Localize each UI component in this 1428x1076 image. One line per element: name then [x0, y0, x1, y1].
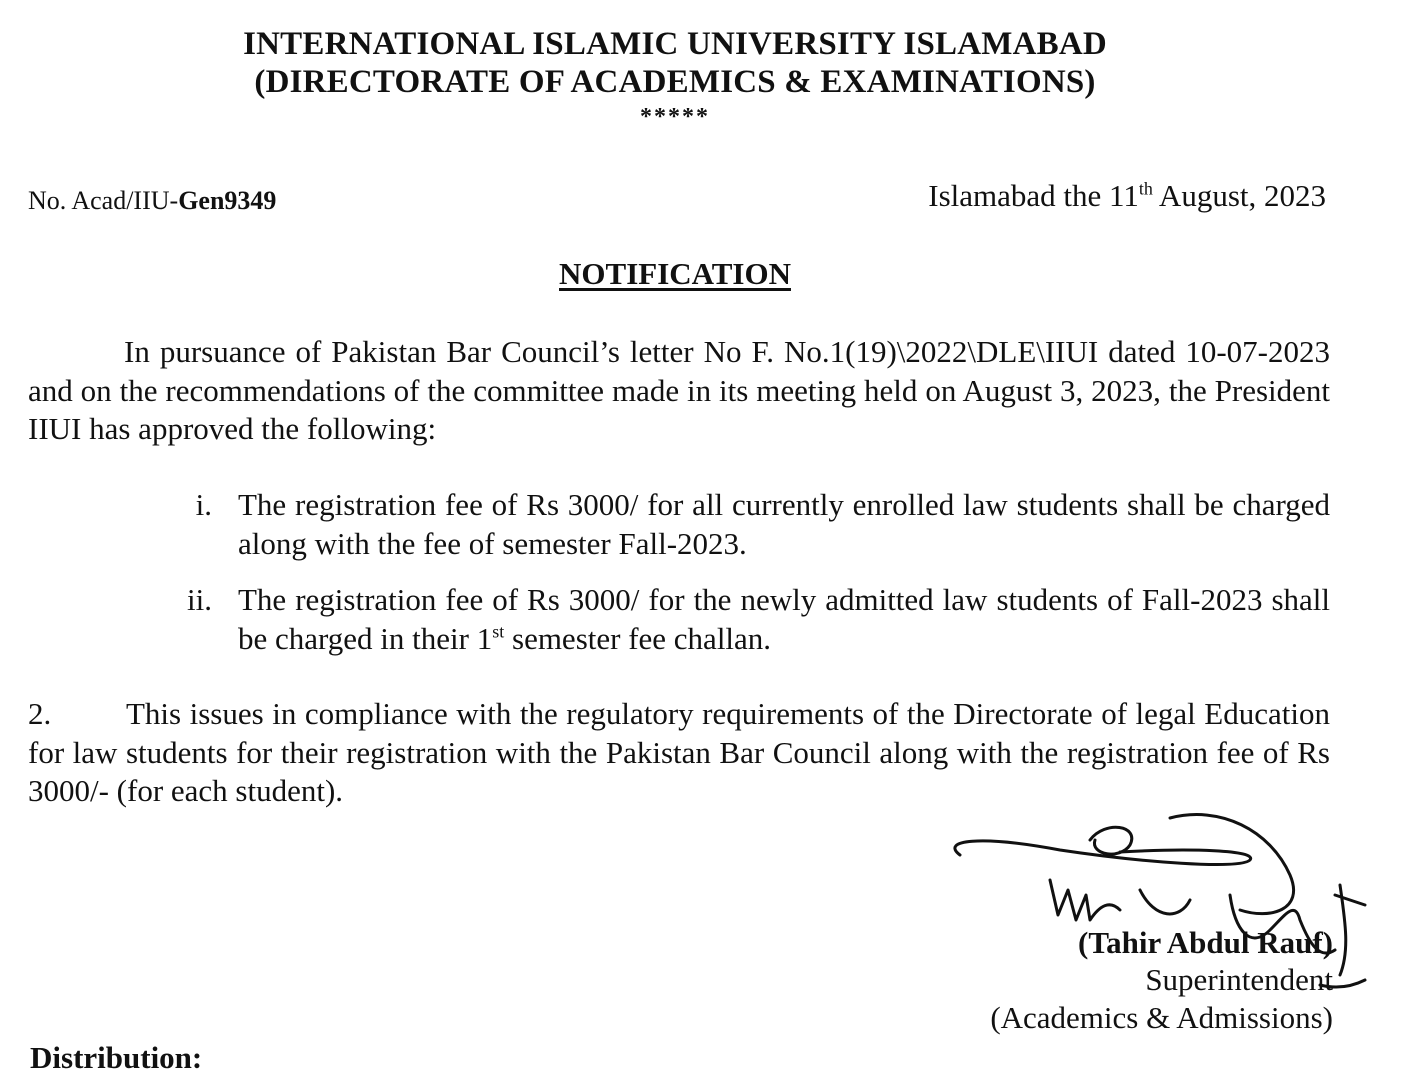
university-name: INTERNATIONAL ISLAMIC UNIVERSITY ISLAMABAD [243, 26, 1107, 62]
date-after: August, 2023 [1152, 178, 1326, 213]
signatory-role: Superintendent [1145, 962, 1333, 997]
date-before: Islamabad the 11 [928, 178, 1139, 213]
list-item-number: ii. [187, 582, 212, 617]
notification-title: NOTIFICATION [559, 256, 791, 291]
list-item [187, 581, 1330, 658]
reference-prefix: No. Acad/IIU- [28, 186, 179, 215]
date-sup: th [1138, 178, 1153, 199]
signatory-department: (Academics & Admissions) [990, 1000, 1333, 1035]
directorate-name: (DIRECTORATE OF ACADEMICS & EXAMINATIONS) [254, 64, 1096, 100]
list-item-text-before: The registration fee of Rs 3000/ for the newly admitted law students of Fall-2023 shall be charged in their 1 [238, 582, 1330, 656]
distribution-label: Distribution: [30, 1040, 203, 1075]
paragraph-2 [28, 695, 1330, 811]
paragraph-1: In pursuance of Pakistan Bar Council’s letter No F. No.1(19)\2022\DLE\IIUI dated 10-07-2023 and on the recommendations of the committee made in its meeting held on August 3, 2023, the President IIUI has approved the following: [28, 334, 1330, 446]
list-item-text: The registration fee of Rs 3000/ for all currently enrolled law students shall be charged along with the fee of semester Fall-2023. [238, 487, 1330, 561]
header-stars: ***** [640, 104, 710, 130]
list-item [195, 486, 1330, 563]
signatory-name: (Tahir Abdul Rauf) [1078, 925, 1333, 960]
paragraph-2-text: This issues in compliance with the regulatory requirements of the Directorate of legal Education for law students for their registration with the Pakistan Bar Council along with the registration fee of Rs 3000/- (for each student). [28, 696, 1330, 808]
list-item-sup: st [492, 621, 505, 642]
reference-number [28, 186, 276, 216]
reference-code: Gen9349 [178, 186, 277, 215]
list-item-number: i. [195, 487, 212, 522]
paragraph-number: 2. [28, 696, 52, 731]
issue-date [928, 178, 1326, 214]
list-item-text-after: semester fee challan. [504, 620, 772, 656]
